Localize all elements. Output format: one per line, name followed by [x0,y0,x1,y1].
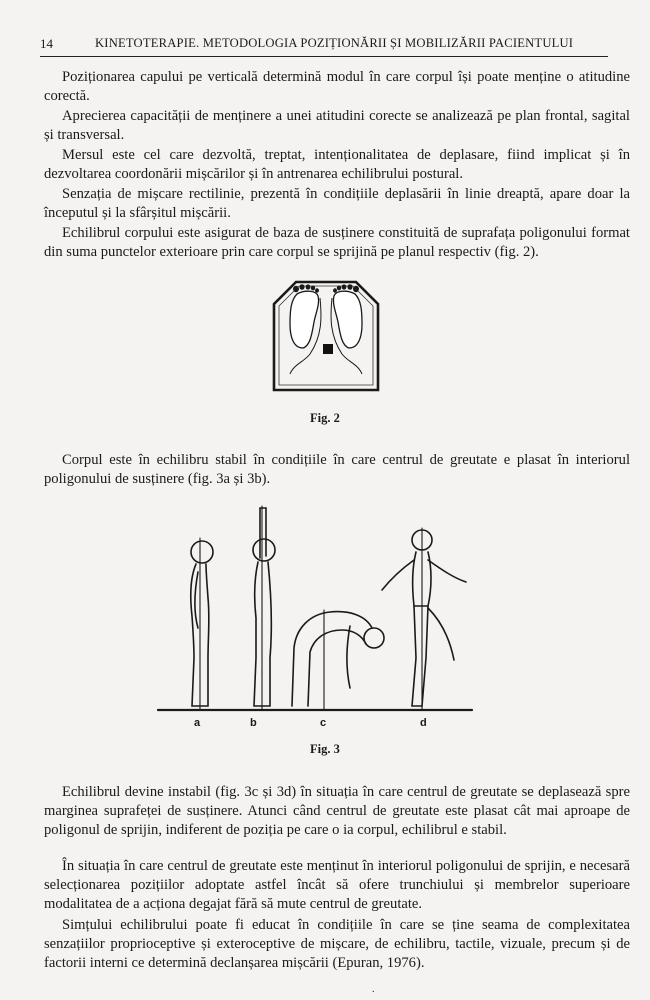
figure-3-label-a: a [194,717,201,729]
paragraph-walking: Mersul este cel care dezvoltă, treptat, intenționalitatea de deplasare, fiind implicat și în dezvoltarea coordonării mișcărilor și în antrenarea echilibrului postural. [44,147,630,182]
paragraph-rectilinear-motion: Senzația de mișcare rectilinie, prezentă în condițiile deplasării în linie dreaptă, apare doar la începutul și la sfârșitul mișcării. [44,186,630,221]
figure-3-caption: Fig. 3 [310,742,340,756]
page-header [40,34,608,57]
paragraph-head-position: Poziționarea capului pe verticală determină modul în care corpul își poate menține o atitudine corectă. [44,69,630,104]
figure-3-label-b: b [250,717,257,729]
running-title: KINETOTERAPIE. METODOLOGIA POZIȚIONĂRII ȘI MOBILIZĂRII PACIENTULUI [95,36,574,50]
paragraph-posture-assessment: Aprecierea capacității de menținere a unei atitudini corecte se analizează pe plan frontal, sagital și transversal. [44,108,630,143]
figure-3-postures [150,498,480,734]
paragraph-balance-education: Simțului echilibrului poate fi educat în condițiile în care se ține seama de complexitatea senzațiilor proprioceptive și exteroceptive de mișcare, de echilibru, tactile, vizuale, precum și de factorii interni ce determină declanșarea mișcării (Epuran, 1976). [44,917,630,971]
center-of-gravity-marker [323,344,333,354]
page-footer-mark: . [372,984,375,995]
paragraph-support-base: Echilibrul corpului este asigurat de baza de susținere constituită de suprafața poligonului format din suma punctelor exterioare prin care corpul se sprijină pe planul respectiv (fig. 2). [44,225,630,260]
figure-3c-forward-bend [292,610,384,710]
figure-3-label-d: d [420,717,427,729]
figure-3-label-c: c [320,717,327,729]
figure-2-support-polygon [270,278,382,400]
figure-2-caption: Fig. 2 [310,411,340,425]
figure-3a-standing [191,538,213,710]
figure-3d-one-leg [382,528,466,710]
paragraph-position-selection: În situația în care centrul de greutate este menținut în interiorul poligonului de sprijin, e necesară selecționarea pozițiilor adoptate astfel încât să ofere trunchiului și membrelor superioare modalitatea de a acționa degajat fără să mute centrul de greutate. [44,858,630,912]
paragraph-unstable-equilibrium: Echilibrul devine instabil (fig. 3c și 3d) în situația în care centrul de greutate se deplasează spre marginea suprafeței de susținere. Atunci când centrul de greutate este plasat cât mai aproape de poligonul de sprijin, indiferent de poziția pe care o ia corpul, echilibrul e stabil. [44,784,630,838]
page-number: 14 [40,36,53,51]
figure-3b-arms-raised [253,506,275,710]
paragraph-stable-equilibrium: Corpul este în echilibru stabil în condițiile în care centrul de greutate e plasat în interiorul poligonului de susținere (fig. 3a și 3b). [44,452,630,487]
